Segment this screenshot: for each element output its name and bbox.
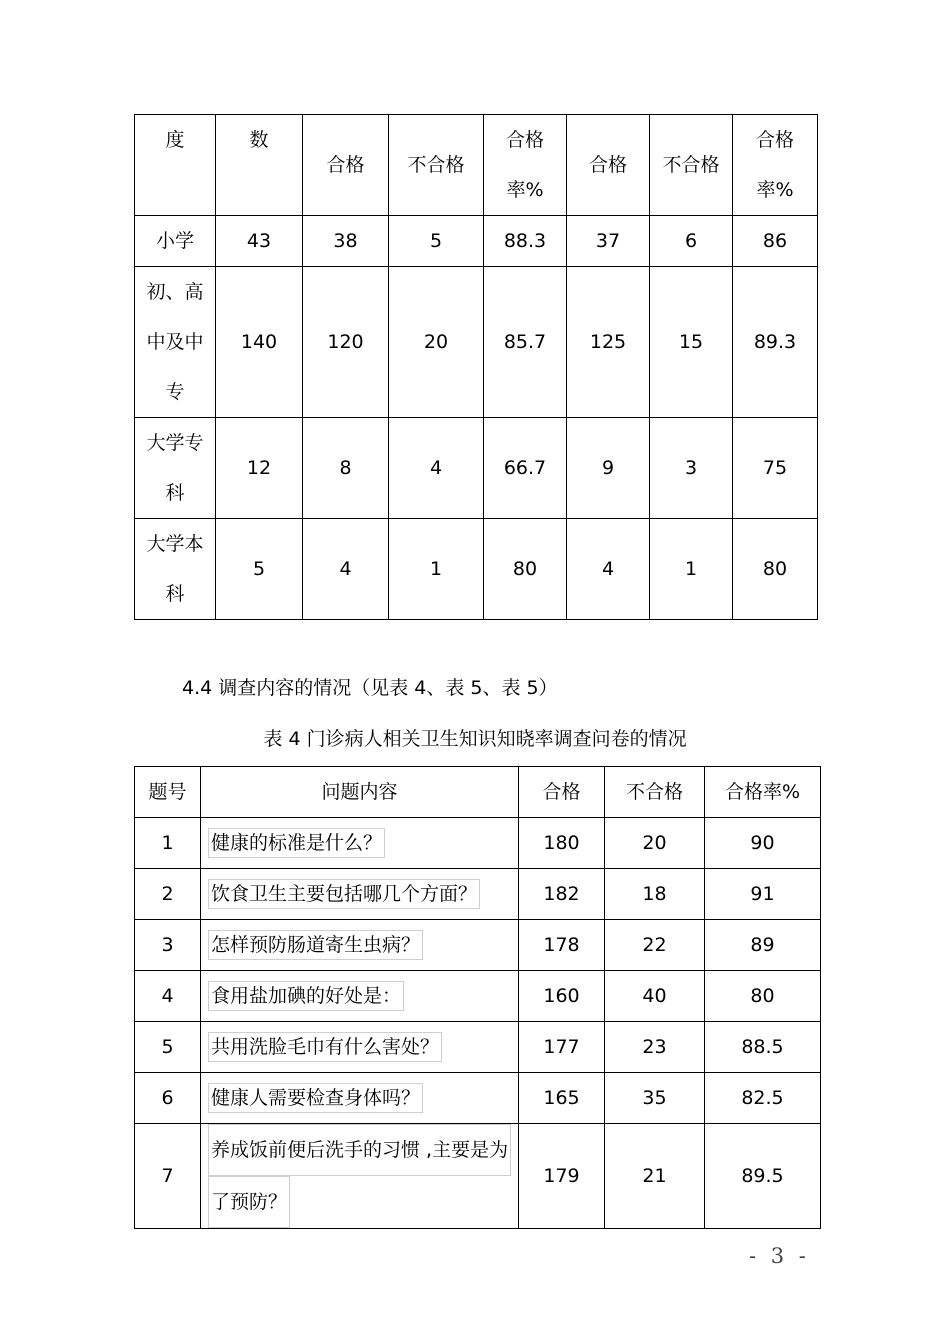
fail-count: 40: [605, 971, 705, 1022]
table-row: [135, 216, 818, 267]
header-cell: [733, 115, 818, 216]
pass-rate: 89.5: [705, 1124, 821, 1229]
table-caption: 表 4 门诊病人相关卫生知识知晓率调查问卷的情况: [263, 728, 687, 750]
table-cell: 66.7: [484, 418, 567, 519]
header-line: 合格: [505, 129, 544, 151]
header-cell: 不合格: [650, 115, 733, 216]
question-cell: [201, 920, 519, 971]
table-cell: 4: [303, 519, 389, 620]
table-cell: 37: [567, 216, 650, 267]
table-header-row: [135, 767, 821, 818]
table-cell: 85.7: [484, 267, 567, 418]
table-cell: 89.3: [733, 267, 818, 418]
header-line: 合格: [755, 129, 794, 151]
row-label: 大学专 科: [135, 418, 216, 519]
header-cell: 度: [135, 115, 216, 216]
table-cell: 86: [733, 216, 818, 267]
header-cell: 数: [216, 115, 303, 216]
header-cell: 合格: [567, 115, 650, 216]
question-number: 3: [135, 920, 201, 971]
question-number: 7: [135, 1124, 201, 1229]
table-row: [135, 1022, 821, 1073]
table-cell: 4: [567, 519, 650, 620]
header-cell: 不合格: [389, 115, 484, 216]
pass-count: 178: [519, 920, 605, 971]
header-line: 率%: [756, 179, 794, 201]
table-cell: 9: [567, 418, 650, 519]
row-label: 大学本 科: [135, 519, 216, 620]
question-cell: [201, 1124, 519, 1229]
question-text: 健康的标准是什么？: [208, 828, 385, 858]
question-text: 健康人需要检查身体吗？: [208, 1083, 423, 1113]
pass-rate: 89: [705, 920, 821, 971]
fail-count: 18: [605, 869, 705, 920]
question-text: 食用盐加碘的好处是：: [208, 981, 404, 1011]
table-row: [135, 1073, 821, 1124]
header-cell: 合格: [303, 115, 389, 216]
table-header-row: [135, 115, 818, 216]
education-level-table: [134, 114, 818, 620]
fail-count: 21: [605, 1124, 705, 1229]
hygiene-knowledge-table: [134, 766, 821, 1229]
pass-rate: 88.5: [705, 1022, 821, 1073]
question-cell: [201, 1022, 519, 1073]
row-label: 初、高 中及中 专: [135, 267, 216, 418]
pass-count: 165: [519, 1073, 605, 1124]
table-cell: 12: [216, 418, 303, 519]
row-label: 小学: [135, 216, 216, 267]
table-row: [135, 920, 821, 971]
header-cell: 题号: [135, 767, 201, 818]
fail-count: 35: [605, 1073, 705, 1124]
header-cell: [484, 115, 567, 216]
table-cell: 80: [484, 519, 567, 620]
question-text: 怎样预防肠道寄生虫病？: [208, 930, 423, 960]
table-cell: 5: [389, 216, 484, 267]
header-cell: 合格: [519, 767, 605, 818]
pass-count: 180: [519, 818, 605, 869]
table-cell: 75: [733, 418, 818, 519]
table-row: [135, 267, 818, 418]
table-cell: 3: [650, 418, 733, 519]
table-cell: 1: [650, 519, 733, 620]
question-cell: [201, 971, 519, 1022]
question-cell: [201, 1073, 519, 1124]
table-cell: 88.3: [484, 216, 567, 267]
table-row: [135, 418, 818, 519]
table-cell: 125: [567, 267, 650, 418]
table-cell: 1: [389, 519, 484, 620]
fail-count: 23: [605, 1022, 705, 1073]
header-cell: 问题内容: [201, 767, 519, 818]
question-number: 2: [135, 869, 201, 920]
page-number: - 3 -: [749, 1244, 810, 1268]
table-cell: 6: [650, 216, 733, 267]
table-cell: 140: [216, 267, 303, 418]
question-text: 养成饭前便后洗手的习惯 ,主要是为: [208, 1124, 511, 1176]
table-cell: 20: [389, 267, 484, 418]
question-text: 共用洗脸毛巾有什么害处？: [208, 1032, 442, 1062]
table-row: [135, 1124, 821, 1229]
table-cell: 8: [303, 418, 389, 519]
table-cell: 43: [216, 216, 303, 267]
table-row: [135, 869, 821, 920]
header-cell: 不合格: [605, 767, 705, 818]
header-line: 率%: [506, 179, 544, 201]
pass-count: 179: [519, 1124, 605, 1229]
question-number: 4: [135, 971, 201, 1022]
table-cell: 80: [733, 519, 818, 620]
table-cell: 120: [303, 267, 389, 418]
table-cell: 15: [650, 267, 733, 418]
table-cell: 4: [389, 418, 484, 519]
question-text-continued: 了预防？: [208, 1176, 290, 1228]
fail-count: 22: [605, 920, 705, 971]
question-text: 饮食卫生主要包括哪几个方面？: [208, 879, 480, 909]
table-cell: 38: [303, 216, 389, 267]
question-cell: [201, 869, 519, 920]
table-row: [135, 818, 821, 869]
pass-count: 182: [519, 869, 605, 920]
pass-count: 160: [519, 971, 605, 1022]
fail-count: 20: [605, 818, 705, 869]
question-number: 5: [135, 1022, 201, 1073]
question-cell: [201, 818, 519, 869]
header-cell: 合格率%: [705, 767, 821, 818]
pass-rate: 90: [705, 818, 821, 869]
question-number: 1: [135, 818, 201, 869]
table-row: [135, 519, 818, 620]
pass-rate: 80: [705, 971, 821, 1022]
pass-count: 177: [519, 1022, 605, 1073]
table-cell: 5: [216, 519, 303, 620]
pass-rate: 91: [705, 869, 821, 920]
pass-rate: 82.5: [705, 1073, 821, 1124]
section-heading: 4.4 调查内容的情况（见表 4、表 5、表 5）: [182, 677, 558, 699]
table-row: [135, 971, 821, 1022]
question-number: 6: [135, 1073, 201, 1124]
